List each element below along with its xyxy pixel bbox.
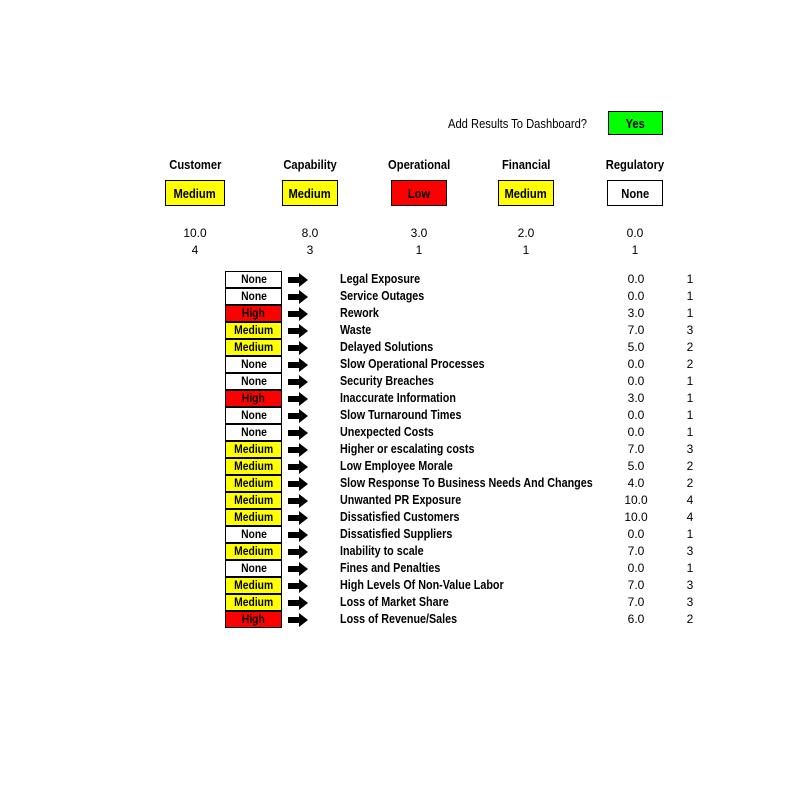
risk-count: 2 <box>686 459 694 473</box>
severity-cell[interactable]: None <box>225 271 282 288</box>
risk-row <box>0 424 800 441</box>
risk-count: 1 <box>686 306 694 320</box>
risk-count: 2 <box>686 476 694 490</box>
risk-row <box>0 339 800 356</box>
risk-label: Waste <box>340 323 372 337</box>
severity-cell[interactable]: Medium <box>225 577 282 594</box>
severity-cell[interactable]: High <box>225 611 282 628</box>
risk-row <box>0 390 800 407</box>
right-arrow-icon <box>288 494 308 508</box>
risk-row <box>0 322 800 339</box>
right-arrow-icon <box>288 460 308 474</box>
risk-count: 1 <box>686 408 694 422</box>
risk-row <box>0 577 800 594</box>
right-arrow-icon <box>288 477 308 491</box>
category-customer <box>135 157 255 257</box>
risk-score: 0.0 <box>627 527 645 541</box>
category-title: Operational <box>387 157 451 172</box>
category-operational <box>359 157 479 257</box>
right-arrow-icon <box>288 562 308 576</box>
risk-score: 5.0 <box>627 459 645 473</box>
severity-cell[interactable]: None <box>225 424 282 441</box>
risk-count: 1 <box>686 391 694 405</box>
right-arrow-icon <box>288 596 308 610</box>
risk-label: Service Outages <box>340 289 425 303</box>
risk-label: Higher or escalating costs <box>340 442 475 456</box>
add-to-dashboard-value: Yes <box>625 115 646 131</box>
category-title: Customer <box>168 157 222 172</box>
risk-label: Dissatisfied Suppliers <box>340 527 453 541</box>
risk-count: 1 <box>686 272 694 286</box>
right-arrow-icon <box>288 426 308 440</box>
risk-label: Loss of Revenue/Sales <box>340 612 458 626</box>
right-arrow-icon <box>288 443 308 457</box>
severity-cell[interactable]: None <box>225 373 282 390</box>
risk-score: 10.0 <box>624 510 648 524</box>
right-arrow-icon <box>288 392 308 406</box>
risk-row <box>0 543 800 560</box>
risk-row <box>0 492 800 509</box>
risk-label: Legal Exposure <box>340 272 421 286</box>
risk-count: 3 <box>686 595 694 609</box>
risk-count: 4 <box>686 510 694 524</box>
risk-row <box>0 305 800 322</box>
dashboard-prompt <box>448 116 610 131</box>
risk-score: 0.0 <box>627 374 645 388</box>
add-to-dashboard-toggle[interactable] <box>608 111 663 135</box>
dashboard-prompt-text: Add Results To Dashboard? <box>448 116 588 131</box>
severity-cell[interactable]: Medium <box>225 339 282 356</box>
risk-score: 10.0 <box>624 493 648 507</box>
category-count: 1 <box>631 243 639 257</box>
severity-cell[interactable]: High <box>225 305 282 322</box>
risk-row <box>0 509 800 526</box>
risk-row <box>0 594 800 611</box>
risk-score: 7.0 <box>627 578 645 592</box>
severity-cell[interactable]: Medium <box>225 492 282 509</box>
severity-cell[interactable]: Medium <box>225 543 282 560</box>
risk-row <box>0 560 800 577</box>
risk-label: High Levels Of Non-Value Labor <box>340 578 504 592</box>
risk-row <box>0 611 800 628</box>
risk-score: 7.0 <box>627 544 645 558</box>
severity-cell[interactable]: Medium <box>225 509 282 526</box>
category-score: 3.0 <box>410 226 428 240</box>
severity-cell[interactable]: None <box>225 560 282 577</box>
category-level-box[interactable]: Low <box>391 180 447 206</box>
risk-row <box>0 458 800 475</box>
right-arrow-icon <box>288 579 308 593</box>
risk-score: 7.0 <box>627 442 645 456</box>
category-level-box[interactable]: Medium <box>165 180 225 206</box>
severity-cell[interactable]: High <box>225 390 282 407</box>
risk-score: 5.0 <box>627 340 645 354</box>
category-financial <box>466 157 586 257</box>
category-score: 0.0 <box>626 226 644 240</box>
risk-label: Unexpected Costs <box>340 425 434 439</box>
risk-label: Low Employee Morale <box>340 459 453 473</box>
risk-count: 3 <box>686 544 694 558</box>
risk-count: 4 <box>686 493 694 507</box>
right-arrow-icon <box>288 324 308 338</box>
right-arrow-icon <box>288 341 308 355</box>
risk-count: 1 <box>686 527 694 541</box>
risk-count: 1 <box>686 425 694 439</box>
category-title: Financial <box>501 157 551 172</box>
right-arrow-icon <box>288 358 308 372</box>
right-arrow-icon <box>288 409 308 423</box>
severity-cell[interactable]: Medium <box>225 594 282 611</box>
right-arrow-icon <box>288 375 308 389</box>
right-arrow-icon <box>288 545 308 559</box>
risk-count: 1 <box>686 289 694 303</box>
category-level-box[interactable]: None <box>607 180 663 206</box>
risk-row <box>0 475 800 492</box>
right-arrow-icon <box>288 613 308 627</box>
risk-row <box>0 288 800 305</box>
right-arrow-icon <box>288 290 308 304</box>
risk-score: 0.0 <box>627 289 645 303</box>
risk-row <box>0 441 800 458</box>
risk-score: 7.0 <box>627 323 645 337</box>
category-score: 2.0 <box>517 226 535 240</box>
category-title: Capability <box>283 157 337 172</box>
risk-label: Unwanted PR Exposure <box>340 493 462 507</box>
risk-label: Security Breaches <box>340 374 434 388</box>
severity-cell[interactable]: None <box>225 407 282 424</box>
right-arrow-icon <box>288 273 308 287</box>
severity-cell[interactable]: None <box>225 356 282 373</box>
category-title: Regulatory <box>605 157 665 172</box>
risk-count: 1 <box>686 374 694 388</box>
risk-row <box>0 356 800 373</box>
right-arrow-icon <box>288 511 308 525</box>
risk-count: 1 <box>686 561 694 575</box>
severity-cell[interactable]: None <box>225 288 282 305</box>
risk-score: 0.0 <box>627 357 645 371</box>
risk-count: 3 <box>686 323 694 337</box>
risk-label: Inaccurate Information <box>340 391 456 405</box>
risk-label: Loss of Market Share <box>340 595 449 609</box>
risk-score: 0.0 <box>627 425 645 439</box>
severity-cell[interactable]: Medium <box>225 458 282 475</box>
severity-cell[interactable]: Medium <box>225 441 282 458</box>
category-score: 8.0 <box>301 226 319 240</box>
severity-cell[interactable]: Medium <box>225 475 282 492</box>
right-arrow-icon <box>288 307 308 321</box>
category-count: 1 <box>522 243 530 257</box>
risk-count: 3 <box>686 442 694 456</box>
risk-score: 0.0 <box>627 272 645 286</box>
category-capability <box>250 157 370 257</box>
risk-score: 3.0 <box>627 391 645 405</box>
risk-count: 2 <box>686 612 694 626</box>
risk-label: Slow Operational Processes <box>340 357 485 371</box>
category-level-box[interactable]: Medium <box>498 180 554 206</box>
risk-label: Fines and Penalties <box>340 561 441 575</box>
risk-label: Slow Turnaround Times <box>340 408 462 422</box>
risk-label: Rework <box>340 306 379 320</box>
risk-score: 6.0 <box>627 612 645 626</box>
risk-row <box>0 373 800 390</box>
risk-label: Delayed Solutions <box>340 340 434 354</box>
risk-score: 4.0 <box>627 476 645 490</box>
risk-score: 0.0 <box>627 561 645 575</box>
risk-score: 7.0 <box>627 595 645 609</box>
category-count: 1 <box>415 243 423 257</box>
category-count: 4 <box>191 243 199 257</box>
risk-label: Inability to scale <box>340 544 424 558</box>
severity-cell[interactable]: None <box>225 526 282 543</box>
risk-row <box>0 271 800 288</box>
severity-cell[interactable]: Medium <box>225 322 282 339</box>
risk-label: Dissatisfied Customers <box>340 510 460 524</box>
risk-label: Slow Response To Business Needs And Changes <box>340 476 593 490</box>
risk-row <box>0 526 800 543</box>
risk-score: 0.0 <box>627 408 645 422</box>
category-score: 10.0 <box>183 226 207 240</box>
risk-count: 3 <box>686 578 694 592</box>
category-level-box[interactable]: Medium <box>282 180 338 206</box>
risk-score: 3.0 <box>627 306 645 320</box>
right-arrow-icon <box>288 528 308 542</box>
risk-count: 2 <box>686 340 694 354</box>
risk-row <box>0 407 800 424</box>
risk-count: 2 <box>686 357 694 371</box>
category-count: 3 <box>306 243 314 257</box>
category-regulatory <box>575 157 695 257</box>
